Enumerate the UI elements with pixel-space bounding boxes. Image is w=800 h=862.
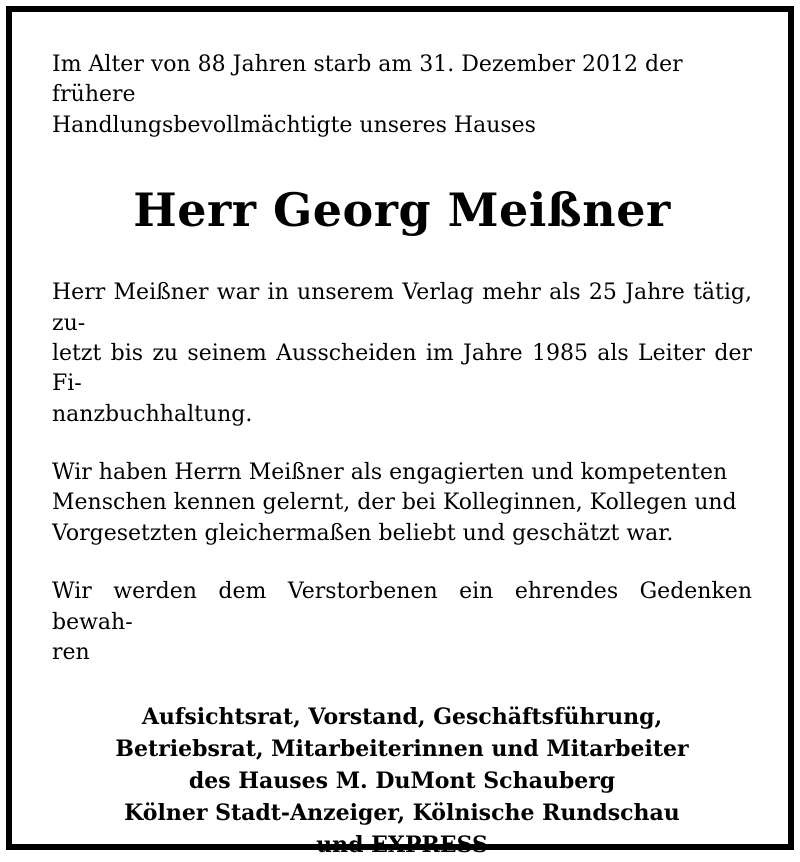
- paragraph-remembrance: [52, 577, 752, 668]
- signature-block: [52, 702, 752, 861]
- signature-line: Aufsichtsrat, Vorstand, Geschäftsführung,: [141, 704, 663, 731]
- deceased-name: Herr Georg Meißner: [133, 183, 671, 238]
- paragraph-career: [52, 278, 752, 430]
- obituary-content: [52, 50, 752, 862]
- paragraph-line: Vorgesetzten gleichermaßen beliebt und geschätzt war.: [52, 520, 674, 546]
- paragraph-appreciation: [52, 458, 752, 549]
- signature-line: Betriebsrat, Mitarbeiterinnen und Mitarbeiter: [115, 736, 689, 763]
- intro-line: Handlungsbevollmächtigte unseres Hauses: [52, 112, 536, 138]
- signature-line: und EXPRESS: [316, 831, 488, 858]
- paragraph-line: Wir werden dem Verstorbenen ein ehrendes Gedenken bewah-: [52, 579, 752, 635]
- signature-line: des Hauses M. DuMont Schauberg: [188, 768, 616, 794]
- paragraph-line: Wir haben Herrn Meißner als engagierten und kompetenten: [52, 460, 728, 486]
- obituary-frame: [6, 6, 794, 858]
- intro-text: [52, 50, 752, 141]
- signature-line: Kölner Stadt-Anzeiger, Kölnische Rundschau: [124, 799, 680, 826]
- paragraph-line: Herr Meißner war in unserem Verlag mehr als 25 Jahre tätig, zu-: [52, 280, 752, 336]
- intro-line: Im Alter von 88 Jahren starb am 31. Dezember 2012 der frühere: [52, 52, 683, 108]
- paragraph-line: ren: [52, 639, 90, 665]
- paragraph-line: letzt bis zu seinem Ausscheiden im Jahre 1985 als Leiter der Fi-: [52, 340, 752, 397]
- paragraph-line: Menschen kennen gelernt, der bei Kolleginnen, Kollegen und: [52, 490, 737, 516]
- paragraph-line: nanzbuchhaltung.: [52, 401, 253, 427]
